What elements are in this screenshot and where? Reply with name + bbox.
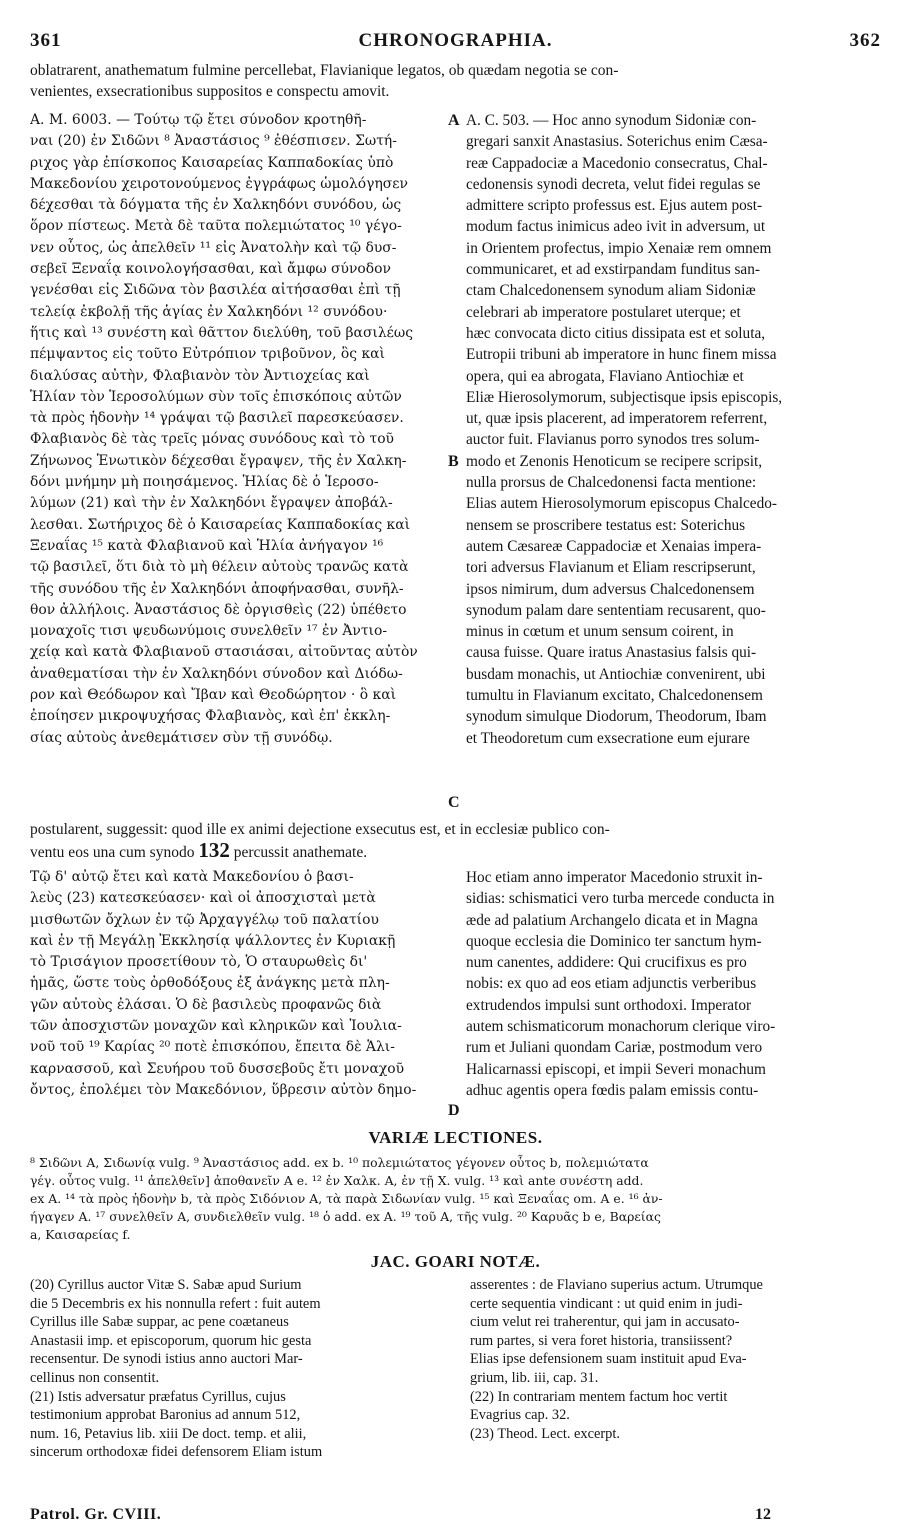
latin-line: nensem se proscribere testatus est: Soterichus (466, 516, 746, 534)
page-number-left: 361 (30, 30, 62, 51)
greek-line: μοναχοῖς τισι ψευδωνύμοις συνελθεῖν ¹⁷ ἐν Ἀντιο- (30, 623, 388, 640)
greek-line: μισθωτῶν ὄχλων ἐν τῷ Ἀρχαγγέλῳ τοῦ παλατίου (30, 911, 379, 928)
greek-line: δόνι μνήμην μὴ ποιησάμενος. Ἡλίας δὲ ὁ Ἱεροσο- (30, 474, 379, 491)
greek-line: A. M. 6003. — Τούτῳ τῷ ἔτει σύνοδον κροτηθῆ- (30, 112, 367, 128)
margin-mark-d: D (448, 1102, 460, 1119)
greek-line: Ἡλίαν τὸν Ἱεροσολύμων σὺν τοῖς ἐπισκόποις αὐτῶν (30, 388, 402, 405)
latin-line: cedonensis synodi decreta, velut fidei regulas se (466, 175, 761, 193)
note-line: (23) Theod. Lect. excerpt. (470, 1425, 620, 1442)
latin-line: sidias: schismatici vero turba mercede conducta in (466, 890, 775, 908)
intro-paragraph (30, 60, 881, 102)
greek-line: θον ἀλλήλοις. Ἀναστάσιος δὲ ὀργισθεὶς (22) ὑπέθετο (30, 601, 407, 618)
latin-line: extrudendos impulsi sunt orthodoxi. Imperator (466, 996, 752, 1014)
greek-line: Φλαβιανὸς δὲ τὰς τρεῖς μόνας συνόδους καὶ τὸ τοῦ (30, 431, 394, 448)
note-line: (20) Cyrillus auctor Vitæ S. Sabæ apud Surium (30, 1277, 302, 1293)
latin-line: ctam Chalcedonensem synodum aliam Sidoniæ (466, 282, 756, 300)
greek-line: λεσθαι. Σωτήριχος δὲ ὁ Καισαρείας Καππαδοκίας καὶ (30, 516, 411, 533)
greek-line: πέμψαντος εἰς τοῦτο Εὐτρόπιον τριβοῦνον, ὃς καὶ (30, 346, 385, 363)
greek-line: λεὺς (23) κατεσκεύασεν· καὶ οἱ ἀποσχισταὶ μετὰ (30, 890, 376, 907)
greek-line: δέχεσθαι τὰ δόγματα τῆς ἐν Χαλκηδόνι συνόδου, ὡς (30, 197, 402, 214)
greek-line: καρνασσοῦ, καὶ Σευήρου τοῦ δυσσεβοῦς ἔτι μοναχοῦ (30, 1060, 405, 1077)
variant-line: a, Καισαρείας f. (30, 1227, 131, 1242)
latin-line: adhuc agentis opera fœdis palam emissis contu- (466, 1081, 759, 1099)
latin-line: admittere scripto professus est. Ejus autem post- (466, 197, 763, 215)
note-line: num. 16, Petavius lib. xiii De doct. temp. et alii, (30, 1425, 307, 1442)
greek-line: διαλύσας αὐτὴν, Φλαβιανὸν τὸν Ἀντιοχείας καὶ (30, 367, 370, 384)
footer-signature: Patrol. Gr. CVIII. (30, 1506, 162, 1523)
greek-column-2 (30, 867, 445, 1101)
greek-line: τῷ βασιλεῖ, ὅτι διὰ τὸ μὴ θέλειν αὐτοὺς τρανῶς κατὰ (30, 559, 409, 576)
latin-line: reæ Cappadociæ a Macedonio consecratus, Chal- (466, 154, 768, 172)
goari-notes-left (30, 1276, 445, 1462)
latin-line: tori adversus Flavianum et Eliam rescripserunt, (466, 559, 756, 577)
column-number: 132 (198, 838, 230, 863)
latin-line: quoque ecclesia die Dominico ter sanctum hym- (466, 932, 762, 950)
latin-line: modo et Zenonis Henoticum se recipere scripsit, (466, 452, 763, 470)
latin-column-1 (466, 110, 881, 749)
note-line: testimonium approbat Baronius ad annum 512, (30, 1407, 301, 1424)
latin-line: causa fuisse. Quare iratus Anastasius falsis qui- (466, 644, 757, 662)
margin-mark-a: A (448, 112, 460, 129)
greek-line: ὄντος, ἐπολέμει τὸν Μακεδόνιον, ὕβρεσιν αὐτὸν δημο- (30, 1081, 417, 1098)
latin-line: celebrari ab imperatore postularet uterque; et (466, 303, 741, 321)
note-line: Elias ipse defensionem suam instituit apud Eva- (470, 1351, 747, 1368)
greek-line: ἥτις καὶ ¹³ συνέστη καὶ θᾶττον διελύθη, τοῦ βασιλέως (30, 324, 413, 341)
mid-paragraph (30, 819, 881, 863)
greek-line: τῆς συνόδου τῆς ἐν Χαλκηδόνι ἀποφήνασθαι, συνῆλ- (30, 580, 404, 597)
note-line: Anastasii imp. et episcoporum, quorum hic gesta (30, 1332, 312, 1349)
margin-mark-c: C (448, 794, 460, 811)
variae-lectiones (30, 1154, 881, 1244)
greek-line: χείᾳ καὶ κατὰ Φλαβιανοῦ στασιάσαι, αἰτοῦντας αὐτὸν (30, 644, 418, 661)
greek-line: Ζήνωνος Ἑνωτικὸν δέχεσθαι ἔγραψεν, τῆς ἐν Χαλκη- (30, 452, 407, 469)
note-line: Evagrius cap. 32. (470, 1407, 570, 1424)
mid-line-text: ventu eos una cum synodo (30, 844, 195, 862)
latin-line: synodum palam dare sententiam recusarent, quo- (466, 601, 766, 619)
note-line: Cyrillus ille Sabæ suppar, ac pene coætaneus (30, 1314, 289, 1331)
variae-title: VARIÆ LECTIONES. (368, 1128, 543, 1147)
note-line: cium velut rei traherentur, qui jam in accusato- (470, 1314, 740, 1331)
latin-line: Halicarnassi episcopi, et impii Severi monachum (466, 1060, 766, 1078)
greek-column-1 (30, 110, 445, 749)
footer-sheet-number: 12 (755, 1506, 771, 1523)
greek-line: γῶν αὐτοὺς ἐλάσαι. Ὁ δὲ βασιλεὺς προφανῶς διὰ (30, 996, 382, 1013)
latin-line: nobis: ex quo ad eos etiam adjunctis verberibus (466, 975, 757, 993)
note-line: (22) In contrariam mentem factum hoc vertit (470, 1388, 728, 1405)
greek-line: τῶν ἀποσχιστῶν μοναχῶν καὶ κληρικῶν καὶ Ἰουλια- (30, 1018, 402, 1035)
latin-line: hæc convocata dicto citius dissipata est et soluta, (466, 324, 766, 342)
note-line: asserentes : de Flaviano superius actum. Utrumque (470, 1277, 763, 1293)
greek-line: νεν οὗτος, ὡς ἀπελθεῖν ¹¹ εἰς Ἀνατολὴν καὶ τῷ δυσ- (30, 239, 397, 256)
latin-line: nulla prorsus de Chalcedonensi facta mentione: (466, 474, 757, 492)
latin-line: A. C. 503. — Hoc anno synodum Sidoniæ con- (466, 112, 757, 129)
latin-line: Elias autem Hierosolymorum episcopus Chalcedo- (466, 495, 777, 513)
latin-line: communicaret, et ad exstirpandam funditus san- (466, 261, 760, 279)
latin-line: busdam monachis, ut Antiochiæ convenirent, ubi (466, 665, 766, 683)
greek-line: ἐποίησεν μικροψυχήσας Φλαβιανὸς, καὶ ἐπ' ἐκκλη- (30, 708, 391, 725)
latin-line: æde ad palatium Archangelo dicata et in Magna (466, 911, 758, 929)
latin-line: autem Cæsareæ Cappadociæ et Xenaias impera- (466, 537, 762, 555)
note-line: die 5 Decembris ex his nonnulla refert : fuit autem (30, 1295, 321, 1312)
greek-line: ναι (20) ἐν Σιδῶνι ⁸ Ἀναστάσιος ⁹ ἐθέσπισεν. Σωτή- (30, 133, 397, 150)
greek-line: ριχος γὰρ ἐπίσκοπος Καισαρείας Καππαδοκίας ὑπὸ (30, 154, 394, 171)
variant-line: ex A. ¹⁴ τὰ πρὸς ἡδονὴν b, τὰ πρὸς Σιδόνιον A, τὰ παρὰ Σιδωνίαν vulg. ¹⁵ καὶ Ξεναΐας om. A e. ¹⁶ ἀν- (30, 1191, 663, 1206)
greek-line: λύμων (21) καὶ τὴν ἐν Χαλκηδόνι ἔγραψεν ἀποβάλ- (30, 495, 393, 512)
note-line: sincerum orthodoxæ fidei defensorem Eliam istum (30, 1444, 323, 1461)
running-title: CHRONOGRAPHIA. (358, 30, 553, 51)
latin-line: num canentes, addidere: Qui crucifixus es pro (466, 954, 747, 972)
greek-line: γενέσθαι εἰς Σιδῶνα τὸν βασιλέα αἰτήσασθαι ἐπὶ τῇ (30, 282, 401, 299)
latin-line: auctor fuit. Flavianus porro synodos tres solum- (466, 431, 760, 449)
greek-line: τὸ Τρισάγιον προσετίθουν τὸ, Ὁ σταυρωθεὶς δι' (30, 954, 368, 971)
latin-line: in Orientem profectus, impio Xenaiæ rem omnem (466, 239, 772, 257)
mid-line-2 (30, 840, 881, 863)
variant-line: ήγαγεν A. ¹⁷ συνελθεῖν A, συνδιελθεῖν vulg. ¹⁸ ὁ add. ex A. ¹⁹ τοῦ A, τῆς vulg. ²⁰ Καρυᾶς b e, Βαρείας (30, 1209, 661, 1224)
latin-line: autem schismaticorum monachorum clerique viro- (466, 1018, 776, 1036)
latin-line: ut, quæ ipsis placerent, ad imperatorem referrent, (466, 410, 768, 428)
running-header (30, 30, 881, 52)
mid-line: postularent, suggessit: quod ille ex animi dejectione exsecutus est, et in ecclesiæ publico con- (30, 821, 610, 838)
latin-line: opera, qui ea abrogata, Flaviano Antiochiæ et (466, 367, 744, 385)
greek-line: Τῷ δ' αὐτῷ ἔτει καὶ κατὰ Μακεδονίου ὁ βασι- (30, 869, 354, 885)
greek-line: καὶ ἐν τῇ Μεγάλῃ Ἐκκλησίᾳ ψάλλοντες ἐν Κυριακῇ (30, 932, 396, 949)
greek-line: Μακεδονίου χειροτονούμενος ἐγγράφως ὡμολόγησεν (30, 175, 408, 192)
latin-line: rum et Juliani quondam Cariæ, postmodum vero (466, 1039, 763, 1057)
goari-title: JAC. GOARI NOTÆ. (370, 1252, 541, 1271)
margin-mark-b: B (448, 453, 459, 470)
latin-line: Hoc etiam anno imperator Macedonio struxit in- (466, 869, 763, 886)
page (30, 0, 881, 1540)
mid-line-tail: percussit anathemate. (233, 844, 368, 862)
latin-line: synodum simulque Diodorum, Theodorum, Ibam (466, 708, 767, 726)
greek-line: ὅρον πίστεως. Μετὰ δὲ ταῦτα πολεμιώτατος ¹⁰ γέγο- (30, 218, 402, 235)
greek-line: νοῦ τοῦ ¹⁹ Καρίας ²⁰ ποτὲ ἐπισκόπου, ἔπειτα δὲ Ἁλι- (30, 1039, 395, 1056)
latin-line: Eutropii tribuni ab imperatore in hunc finem missa (466, 346, 777, 364)
latin-line: tumultu in Flavianum excitato, Chalcedonensem (466, 687, 763, 705)
note-line: grium, lib. iii, cap. 31. (470, 1369, 599, 1386)
latin-line: et Theodoretum cum exsecratione eum ejurare (466, 729, 750, 747)
note-line: (21) Istis adversatur præfatus Cyrillus, cujus (30, 1388, 286, 1405)
greek-line: ρον καὶ Θεόδωρον καὶ Ἴβαν καὶ Θεοδώρητον · ὃ καὶ (30, 687, 397, 704)
greek-line: σεβεῖ Ξεναΐᾳ κοινολογήσασθαι, καὶ ἄμφω σύνοδον (30, 261, 391, 278)
greek-line: ἡμᾶς, ὥστε τοὺς ὀρθοδόξους ἐξ ἀνάγκης μετὰ πλη- (30, 975, 390, 992)
latin-line: Eliæ Hierosolymorum, subjectisque ipsis episcopis, (466, 388, 783, 406)
greek-line: σίας αὐτοὺς ἀνεθεμάτισεν σὺν τῇ συνόδῳ. (30, 729, 333, 746)
greek-line: τελείᾳ ἐκβολῇ τῆς ἁγίας ἐν Χαλκηδόνι ¹² συνόδου· (30, 303, 388, 320)
note-line: recensentur. De synodi istius anno auctori Mar- (30, 1351, 303, 1368)
greek-line: ἀναθεματίσαι τὴν ἐν Χαλκηδόνι σύνοδον καὶ Διόδω- (30, 665, 403, 682)
page-number-right: 362 (849, 30, 881, 51)
page-footer (30, 1506, 881, 1528)
latin-line: modum factus inimicus adeo ivit in adversum, ut (466, 218, 766, 236)
intro-line: venientes, exsecrationibus suppositos e conspectu amovit. (30, 83, 390, 101)
latin-line: minus in cœtum et unum sensum coirent, in (466, 623, 734, 641)
note-line: cellinus non consentit. (30, 1369, 160, 1386)
greek-line: τὰ πρὸς ἡδονὴν ¹⁴ γράψαι τῷ βασιλεῖ παρεσκεύασεν. (30, 410, 404, 427)
note-line: rum partes, si vera foret historia, transiissent? (470, 1332, 733, 1349)
greek-line: Ξεναΐας ¹⁵ κατὰ Φλαβιανοῦ καὶ Ἡλία ἀνήγαγον ¹⁶ (30, 537, 384, 554)
note-line: certe sequentia vindicant : ut quid enim in judi- (470, 1295, 743, 1312)
intro-line: oblatrarent, anathematum fulmine percellebat, Flavianique legatos, ob quædam negotia se con- (30, 62, 619, 79)
variant-line: γέγ. οὗτος vulg. ¹¹ ἀπελθεῖν] ἀποθανεῖν A e. ¹² ἐν Χαλκ. A, ἐν τῇ X. vulg. ¹³ καὶ ante συνέστη add. (30, 1173, 644, 1188)
variant-line: ⁸ Σιδῶνι A, Σιδωνίᾳ vulg. ⁹ Ἀναστάσιος add. ex b. ¹⁰ πολεμιώτατος γέγονεν οὗτος b, πολεμιώτατα (30, 1155, 649, 1170)
latin-line: gregari sanxit Anastasius. Soterichus enim Cæsa- (466, 133, 768, 151)
latin-column-2 (466, 867, 881, 1101)
latin-line: ipsos nimirum, dum adversus Chalcedonensem (466, 580, 755, 598)
goari-notes-right (470, 1276, 881, 1443)
